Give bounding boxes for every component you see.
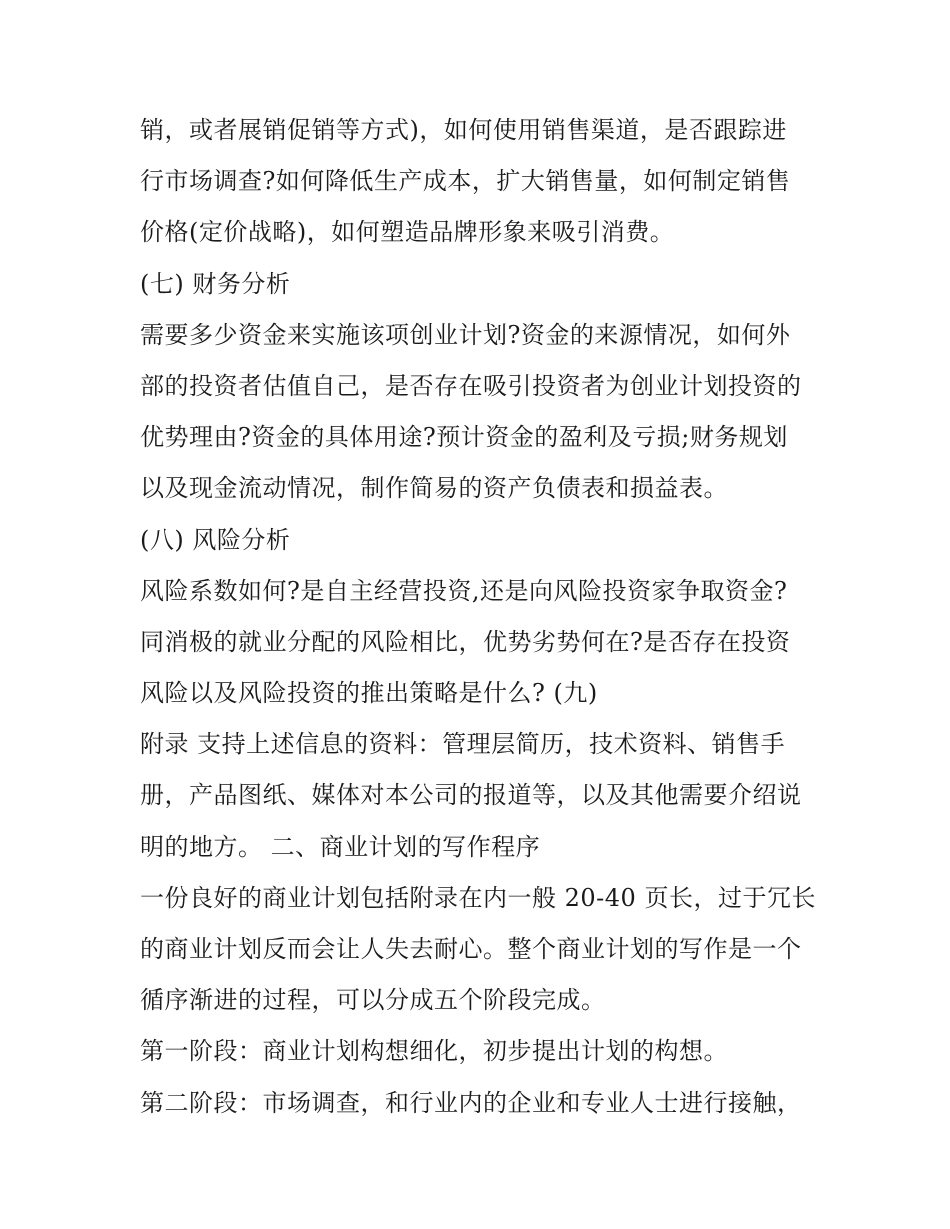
body-line: 第二阶段：市场调查，和行业内的企业和专业人士进行接触， (140, 1088, 802, 1117)
body-line: 需要多少资金来实施该项创业计划?资金的来源情况，如何外 (140, 320, 791, 349)
body-line: 一份良好的商业计划包括附录在内一般 20-40 页长，过于冗长 (140, 883, 816, 912)
body-line: 部的投资者估值自己，是否存在吸引投资者为创业计划投资的 (140, 371, 802, 400)
section-heading-risk: (八) 风险分析 (140, 525, 291, 554)
body-line: 行市场调查?如何降低生产成本，扩大销售量，如何制定销售 (140, 167, 791, 196)
body-line: 循序渐进的过程，可以分成五个阶段完成。 (140, 986, 606, 1015)
body-line: 风险系数如何?是自主经营投资,还是向风险投资家争取资金? (140, 576, 788, 605)
body-line: 册，产品图纸、媒体对本公司的报道等，以及其他需要介绍说 (140, 781, 802, 810)
body-line: 优势理由?资金的具体用途?预计资金的盈利及亏损;财务规划 (140, 423, 788, 452)
body-line: 的商业计划反而会让人失去耐心。整个商业计划的写作是一个 (140, 935, 802, 963)
body-line: 明的地方。 二、商业计划的写作程序 (140, 832, 541, 861)
section-heading-finance: (七) 财务分析 (140, 269, 291, 298)
body-line: 风险以及风险投资的推出策略是什么? (九) (140, 679, 598, 708)
body-line: 同消极的就业分配的风险相比，优势劣势何在?是否存在投资 (140, 627, 791, 656)
document-body (140, 109, 830, 1133)
body-line: 附录 支持上述信息的资料：管理层简历，技术资料、销售手 (140, 730, 786, 759)
body-line: 以及现金流动情况，制作简易的资产负债表和损益表。 (140, 474, 728, 503)
body-line: 价格(定价战略)，如何塑造品牌形象来吸引消费。 (140, 218, 675, 247)
body-line: 第一阶段：商业计划构想细化，初步提出计划的构想。 (140, 1037, 728, 1066)
body-line: 销，或者展销促销等方式)，如何使用销售渠道，是否跟踪进 (140, 116, 787, 144)
